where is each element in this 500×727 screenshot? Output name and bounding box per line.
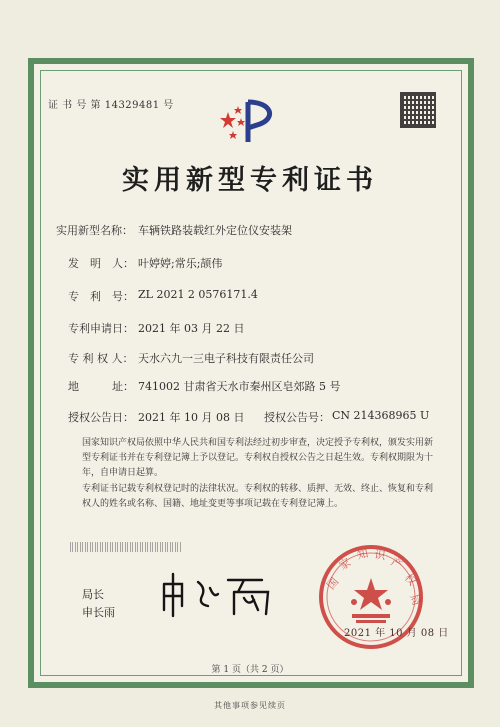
page-number: 第 1 页（共 2 页） <box>211 665 289 675</box>
inventor-label: 发 明 人： <box>68 257 134 270</box>
cnipa-logo <box>214 98 280 148</box>
qr-code <box>402 94 434 126</box>
grant-statement-paragraph: 国家知识产权局依照中华人民共和国专利法经过初步审查，决定授予专利权，颁发实用新型专利证书并在专利登记簿上予以登记。专利权自授权公告之日起生效。专利权期限为十年，自申请日起算。 <box>82 438 434 478</box>
seal-date: 2021 年 10 月 08 日 <box>344 628 449 639</box>
grant-date-value: 2021 年 10 月 08 日 <box>138 411 245 424</box>
logo-p-shape <box>248 102 270 142</box>
grant-number-value: CN 214368965 U <box>332 409 430 422</box>
patentee-label: 专 利 权 人： <box>68 352 134 365</box>
address-value: 741002 甘肃省天水市秦州区皂郊路 5 号 <box>138 380 341 393</box>
svg-text:权: 权 <box>401 571 419 589</box>
continuation-note: 其他事项参见续页 <box>214 701 286 710</box>
address-label: 地 址： <box>68 380 134 393</box>
svg-text:家: 家 <box>337 555 354 573</box>
svg-text:国: 国 <box>324 575 342 592</box>
svg-text:知: 知 <box>355 546 370 562</box>
name-label: 实用新型名称： <box>56 224 133 237</box>
signatory-title: 局长 <box>82 588 104 601</box>
legal-status-paragraph: 专利证书记载专利权登记时的法律状况。专利权的转移、质押、无效、终止、恢复和专利权人的姓名或名称、国籍、地址变更等事项记载在专利登记簿上。 <box>82 484 434 509</box>
patent-number-value: ZL 2021 2 0576171.4 <box>138 288 258 301</box>
name-value: 车辆铁路装载红外定位仪安装架 <box>138 224 292 237</box>
svg-text:产: 产 <box>388 555 405 572</box>
svg-text:识: 识 <box>373 548 387 563</box>
svg-text:局: 局 <box>407 592 424 608</box>
grant-number-label: 授权公告号： <box>264 411 330 424</box>
inventor-value: 叶婷婷;常乐;颉伟 <box>138 257 223 270</box>
logo-star-small <box>234 106 242 114</box>
certificate-title: 实用新型专利证书 <box>122 165 378 196</box>
patentee-value: 天水六九一三电子科技有限责任公司 <box>138 352 314 365</box>
logo-star-small <box>229 131 237 139</box>
barcode <box>70 542 182 552</box>
certificate-number: 证 书 号 第 14329481 号 <box>48 100 174 111</box>
handwritten-signature <box>158 570 278 624</box>
filing-date-label: 专利申请日： <box>68 322 134 335</box>
grant-date-label: 授权公告日： <box>68 411 134 424</box>
filing-date-value: 2021 年 03 月 22 日 <box>138 322 245 335</box>
logo-star-large <box>220 112 236 128</box>
logo-star-small <box>237 118 245 126</box>
signatory-name: 申长雨 <box>82 606 115 619</box>
patent-number-label: 专 利 号： <box>68 290 134 303</box>
